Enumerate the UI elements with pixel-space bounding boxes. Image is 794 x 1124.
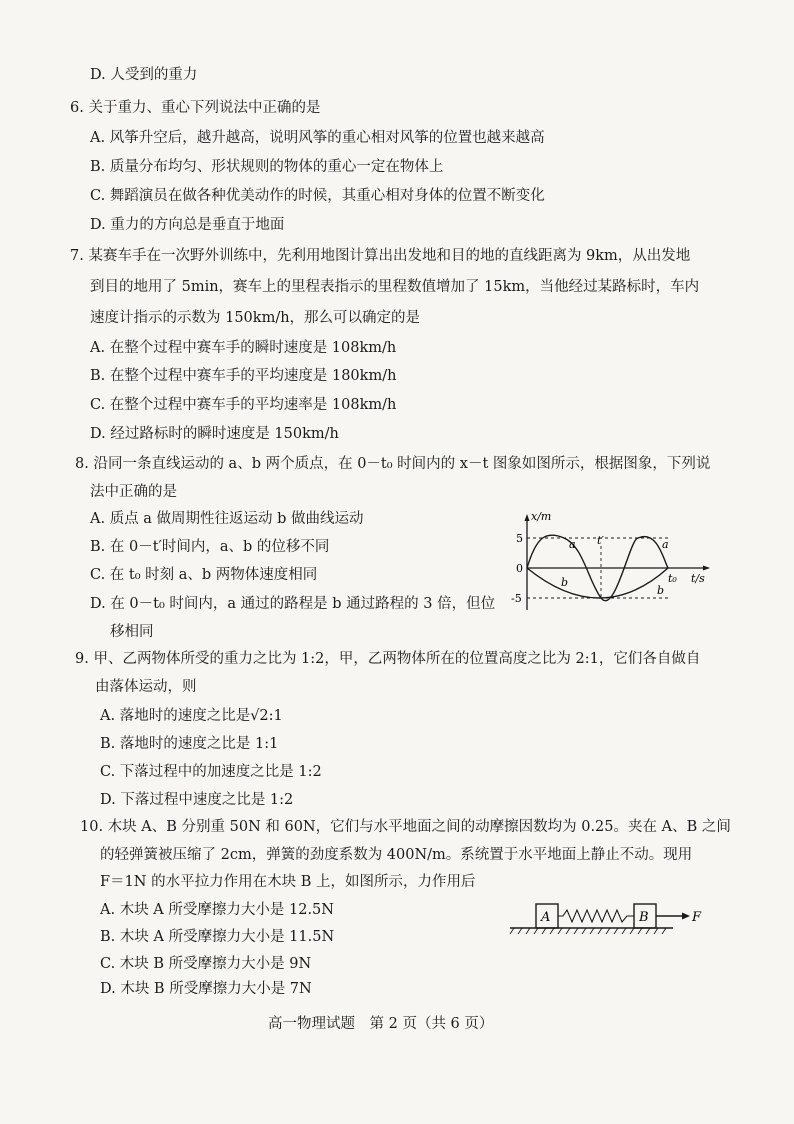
force-arrow: [682, 913, 690, 920]
x-axis-label: t/s: [691, 572, 705, 585]
block-b-label: B: [639, 910, 649, 925]
q8-option-c: C. 在 t₀ 时刻 a、b 两物体速度相同: [90, 567, 318, 583]
q8-option-a: A. 质点 a 做周期性往返运动 b 做曲线运动: [90, 511, 364, 527]
q8-option-b: B. 在 0－t′时间内，a、b 的位移不同: [90, 539, 330, 555]
t0-label: t₀: [668, 572, 677, 585]
q6-option-b: B. 质量分布均匀、形状规则的物体的重心一定在物体上: [90, 159, 444, 175]
q8-option-d-cont: 移相同: [110, 624, 154, 640]
q9-stem-line-2: 由落体运动，则: [95, 679, 197, 695]
q6-option-a: A. 风筝升空后，越升越高，说明风筝的重心相对风筝的位置也越来越高: [90, 130, 545, 146]
curve-b-label-2: b: [657, 584, 665, 597]
q6-stem: 6. 关于重力、重心下列说法中正确的是: [70, 100, 321, 116]
q9-option-d: D. 下落过程中速度之比是 1:2: [100, 792, 294, 808]
force-label: F: [692, 910, 702, 925]
q10-option-b: B. 木块 A 所受摩擦力大小是 11.5N: [100, 929, 335, 945]
q9-option-a: A. 落地时的速度之比是√2:1: [100, 708, 283, 724]
y-axis-label: x/m: [531, 510, 552, 523]
q7-stem-line-1: 7. 某赛车手在一次野外训练中，先利用地图计算出出发地和目的地的直线距离为 9km，从出发地: [70, 248, 691, 264]
q9-stem-line-1: 9. 甲、乙两物体所受的重力之比为 1:2，甲，乙两物体所在的位置高度之比为 2:1，它们各自做自: [75, 651, 701, 667]
curve-a-label-2: a: [662, 538, 669, 551]
tick-5: 5: [516, 532, 523, 545]
q10-stem-line-2: 的轻弹簧被压缩了 2cm，弹簧的劲度系数为 400N/m。系统置于水平地面上静止不动。现用: [100, 847, 693, 863]
q7-stem-line-3: 速度计指示的示数为 150km/h，那么可以确定的是: [90, 310, 421, 326]
q10-option-a: A. 木块 A 所受摩擦力大小是 12.5N: [100, 902, 334, 918]
t-prime-label: t′: [597, 534, 604, 547]
spring: [558, 910, 634, 922]
q5-option-d: D. 人受到的重力: [90, 67, 198, 83]
x-t-graph: [505, 510, 715, 620]
q8-stem-line-2: 法中正确的是: [90, 484, 177, 500]
q7-option-a: A. 在整个过程中赛车手的瞬时速度是 108km/h: [90, 340, 397, 356]
q7-stem-line-2: 到目的地用了 5min，赛车上的里程表指示的里程数值增加了 15km，当他经过某路标时，车内: [90, 279, 700, 295]
q10-option-c: C. 木块 B 所受摩擦力大小是 9N: [100, 956, 312, 972]
spring-blocks-figure: [508, 896, 708, 940]
q10-stem-line-1: 10. 木块 A、B 分别重 50N 和 60N，它们与水平地面之间的动摩擦因数均为 0.25。夹在 A、B 之间: [80, 819, 731, 835]
q8-stem-line-1: 8. 沿同一条直线运动的 a、b 两个质点，在 0－t₀ 时间内的 x－t 图象如图所示，根据图象，下列说: [75, 456, 711, 472]
curve-b-label-1: b: [561, 576, 569, 589]
curve-a-label-1: a: [569, 538, 576, 551]
q10-stem-line-3: F＝1N 的水平拉力作用在木块 B 上，如图所示，力作用后: [100, 874, 476, 890]
q7-option-d: D. 经过路标时的瞬时速度是 150km/h: [90, 426, 339, 442]
q7-option-c: C. 在整个过程中赛车手的平均速率是 108km/h: [90, 397, 397, 413]
tick-0: 0: [516, 562, 523, 575]
tick-neg5: -5: [511, 592, 522, 605]
q6-option-c: C. 舞蹈演员在做各种优美动作的时候，其重心相对身体的位置不断变化: [90, 188, 545, 204]
q6-option-d: D. 重力的方向总是垂直于地面: [90, 217, 285, 233]
q9-option-b: B. 落地时的速度之比是 1:1: [100, 736, 279, 752]
block-a-label: A: [541, 910, 551, 925]
q10-option-d: D. 木块 B 所受摩擦力大小是 7N: [100, 981, 312, 997]
q7-option-b: B. 在整个过程中赛车手的平均速度是 180km/h: [90, 368, 397, 384]
page-footer: 高一物理试题 第 2 页（共 6 页）: [268, 1016, 494, 1032]
q8-option-d: D. 在 0－t₀ 时间内，a 通过的路程是 b 通过路程的 3 倍，但位: [90, 596, 496, 612]
q9-option-c: C. 下落过程中的加速度之比是 1:2: [100, 764, 322, 780]
